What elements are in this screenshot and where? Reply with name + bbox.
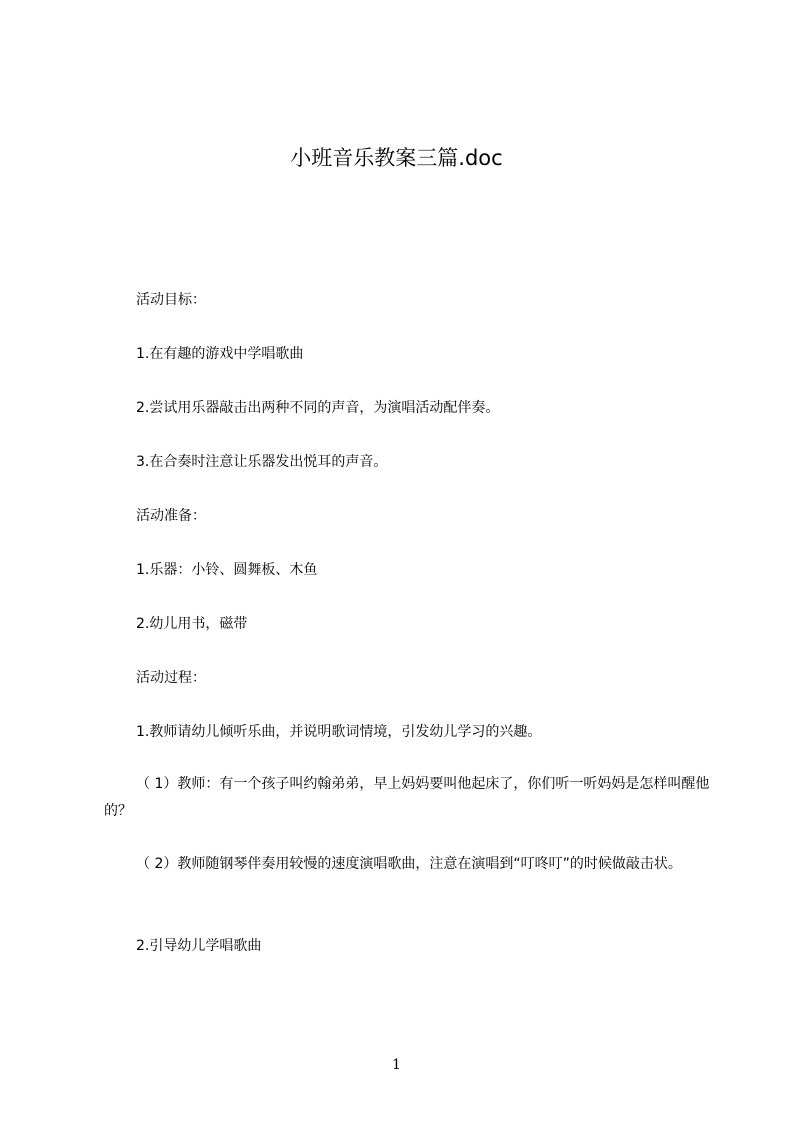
paragraph: 1.乐器：小铃、圆舞板、木鱼 [136, 562, 318, 578]
document-title: 小班音乐教案三篇.doc [290, 146, 503, 170]
paragraph: 1.在有趣的游戏中学唱歌曲 [136, 346, 304, 362]
page-number: 1 [392, 1057, 401, 1073]
section-heading-preparation: 活动准备： [136, 508, 206, 524]
paragraph: 2.幼儿用书，磁带 [136, 616, 248, 632]
paragraph: 2.引导幼儿学唱歌曲 [136, 938, 262, 954]
paragraph: （ 1）教师：有一个孩子叫约翰弟弟，早上妈妈要叫他起床了，你们听一听妈妈是怎样叫醒他的？ [104, 776, 710, 819]
section-heading-process: 活动过程： [136, 670, 206, 686]
section-heading-goals: 活动目标： [136, 292, 206, 308]
paragraph: （ 2）教师随钢琴伴奏用较慢的速度演唱歌曲，注意在演唱到“叮咚叮”的时候做敲击状。 [136, 856, 682, 872]
paragraph: 2.尝试用乐器敲击出两种不同的声音，为演唱活动配伴奏。 [136, 400, 500, 416]
paragraph: 1.教师请幼儿倾听乐曲，并说明歌词情境，引发幼儿学习的兴趣。 [136, 724, 542, 740]
paragraph: 3.在合奏时注意让乐器发出悦耳的声音。 [136, 454, 388, 470]
